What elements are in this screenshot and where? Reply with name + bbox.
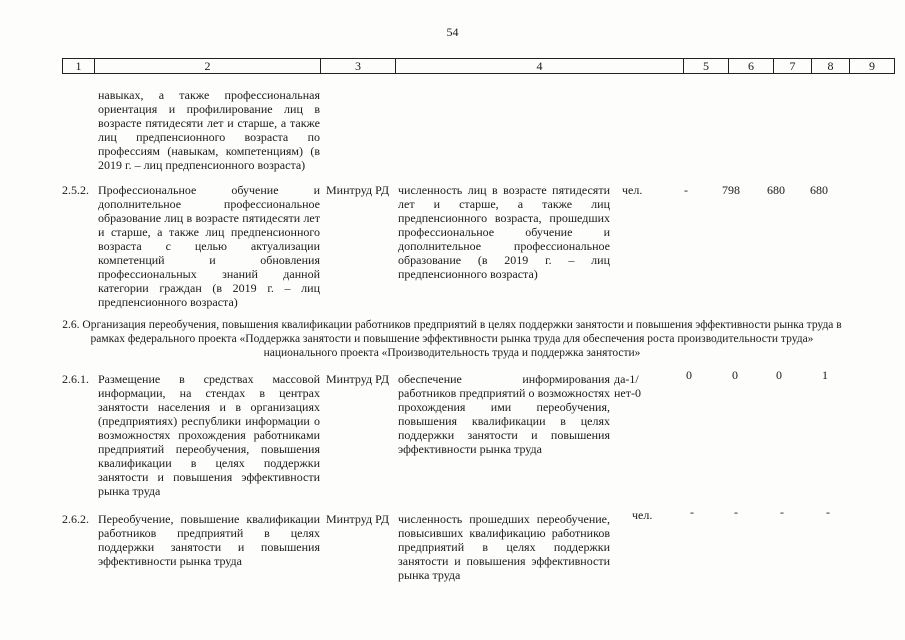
value-col9: - [826, 505, 830, 519]
continued-measure-text: навыках, а также профессиональная ориентация и профилирование лиц в возрасте пятидесяти лет и старше, а также лиц предпенсионного возраста по профессиям (навыкам, компетенциям) (в 2019 г. – лиц предпенсионного возраста) [98, 88, 320, 172]
unit: да-1/нет-0 [614, 372, 641, 400]
page-number: 54 [446, 25, 459, 39]
row-number: 2.6.2. [62, 512, 89, 526]
responsible-org: Минтруд РД [326, 183, 390, 197]
unit: чел. [622, 183, 643, 197]
column-header-row [62, 58, 895, 74]
indicator-text: численность лиц в возрасте пятидесяти лет и старше, а также лиц предпенсионного возраста, прошедших профессиональное обучение и дополнительное профессиональное образование (в 2019 г. – лиц предпенсионного возраста) [398, 183, 610, 281]
col-header-4: 4 [396, 59, 684, 74]
value-col9: 680 [810, 183, 828, 197]
value-col8: 0 [776, 368, 782, 382]
col-header-6: 6 [729, 59, 774, 74]
value-col7: - [734, 505, 738, 519]
responsible-org: Минтруд РД [326, 512, 390, 526]
measure-name: Переобучение, повышение квалификации работников предприятий в целях поддержки занятости и повышения эффективности рынка труда [98, 512, 320, 568]
col-header-1: 1 [63, 59, 95, 74]
col-header-7: 7 [774, 59, 812, 74]
col-header-8: 8 [812, 59, 850, 74]
col-header-3: 3 [321, 59, 396, 74]
col-header-9: 9 [850, 59, 895, 74]
value-col6: 0 [686, 368, 692, 382]
value-col6: - [684, 183, 688, 197]
col-header-5: 5 [684, 59, 729, 74]
value-col6: - [690, 505, 694, 519]
unit: чел. [632, 508, 653, 522]
indicator-text: обеспечение информирования работников предприятий о возможностях прохождения ими переобучения, повышения квалификации в целях поддержки занятости и повышения эффективности рынка труда [398, 372, 610, 456]
measure-name: Профессиональное обучение и дополнительное профессиональное образование лиц в возрасте пятидесяти лет и старше, а также лиц предпенсионного возраста с целью актуализации компетенций и обновления профессиональных знаний данной категории граждан (в 2019 г. – лиц предпенсионного возраста) [98, 183, 320, 309]
section-heading: 2.6. Организация переобучения, повышения квалификации работников предприятий в целях поддержки занятости и повышения эффективности рынка труда в рамках федерального проекта «Поддержка занятости и повышение эффективности рынка труда для обеспечения роста производительности труда» национального проекта «Производительность труда и поддержка занятости» [62, 319, 842, 359]
value-col7: 0 [732, 368, 738, 382]
responsible-org: Минтруд РД [326, 372, 390, 386]
row-number: 2.5.2. [62, 183, 89, 197]
measure-name: Размещение в средствах массовой информации, на стендах в центрах занятости населения и в организациях (предприятиях) республики информации о возможностях прохождения работниками предприятий переобучения, повышения квалификации в целях поддержки занятости и повышения эффективности рынка труда [98, 372, 320, 498]
value-col8: 680 [767, 183, 785, 197]
value-col9: 1 [822, 368, 828, 382]
indicator-text: численность прошедших переобучение, повысивших квалификацию работников предприятий в целях поддержки занятости и повышения эффективности рынка труда [398, 512, 610, 582]
col-header-2: 2 [95, 59, 321, 74]
value-col8: - [780, 505, 784, 519]
value-col7: 798 [722, 183, 740, 197]
row-number: 2.6.1. [62, 372, 89, 386]
